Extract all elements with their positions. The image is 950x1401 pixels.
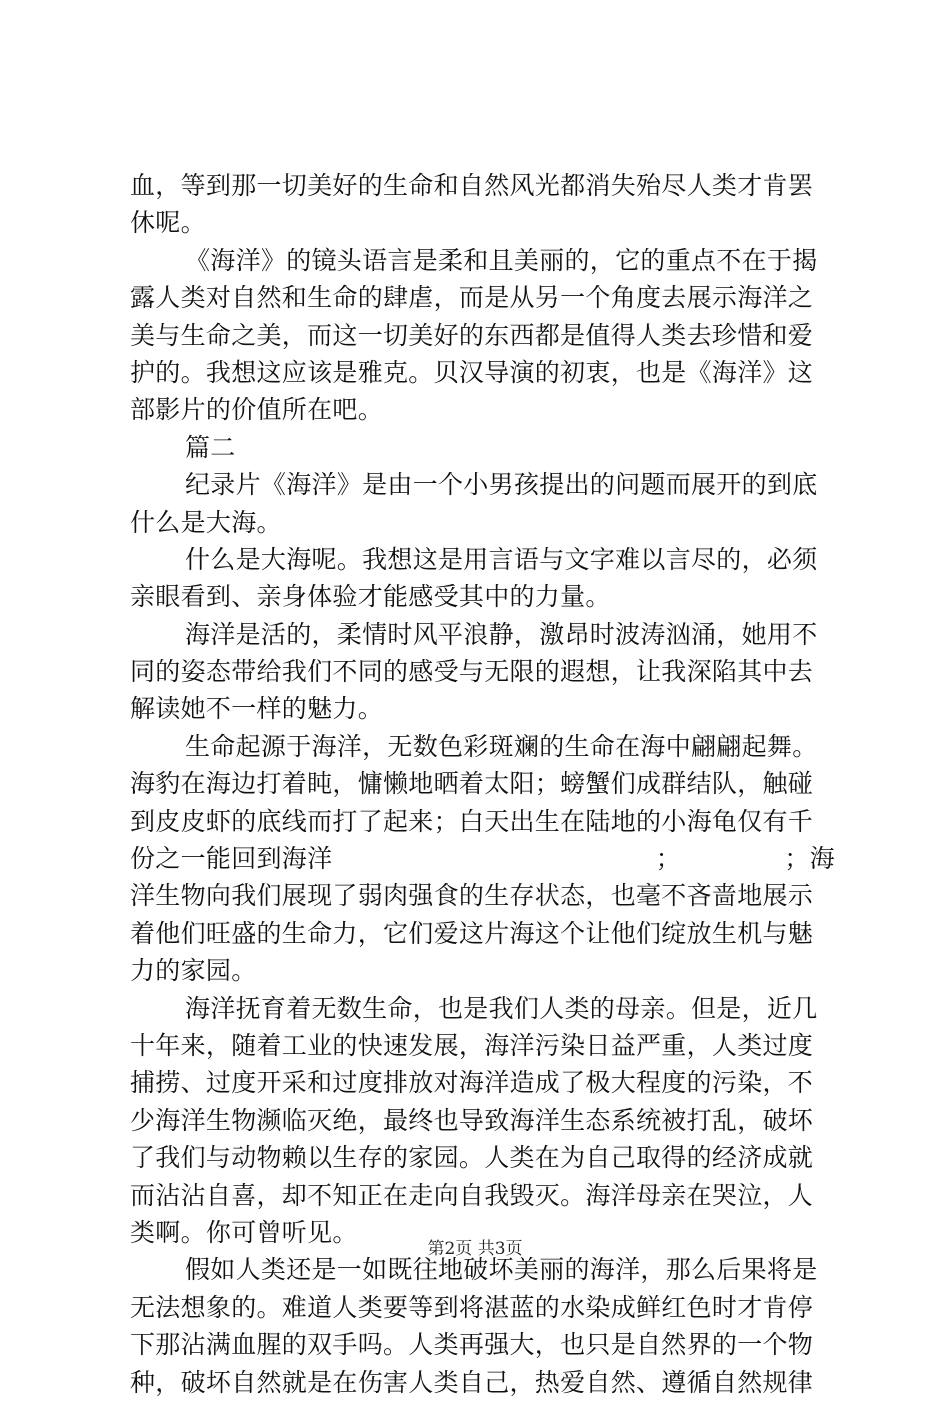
text-line: 什么是大海。 <box>130 507 282 537</box>
text-line: 海洋是活的，柔情时风平浪静，激昂时波涛汹涌，她用不 <box>185 619 818 649</box>
text-line: 同的姿态带给我们不同的感受与无限的遐想，让我深陷其中去 <box>130 657 814 687</box>
text-line: 露人类对自然和生命的肆虐，而是从另一个角度去展示海洋之 <box>130 283 814 313</box>
text-line: 了我们与动物赖以生存的家园。人类在为自己取得的经济成就 <box>130 1143 814 1173</box>
text-line: 海洋抚育着无数生命，也是我们人类的母亲。但是，近几 <box>185 993 818 1023</box>
text-segment: ； <box>655 844 682 874</box>
text-segment: ；海 <box>784 844 835 874</box>
text-line: 纪录片《海洋》是由一个小男孩提出的问题而展开的到底 <box>185 470 818 500</box>
text-line: 海豹在海边打着盹，慵懒地晒着太阳；螃蟹们成群结队，触碰 <box>130 769 814 799</box>
gapped-text-line <box>130 840 835 877</box>
text-line: 十年来，随着工业的快速发展，海洋污染日益严重，人类过度 <box>130 1030 814 1060</box>
section-heading: 篇二 <box>185 432 236 462</box>
page-footer: 第2页 共3页 <box>427 1239 523 1259</box>
text-line: 力的家园。 <box>130 956 257 986</box>
text-line: 部影片的价值所在吧。 <box>130 395 384 425</box>
text-line: 美与生命之美，而这一切美好的东西都是值得人类去珍惜和爱 <box>130 320 814 350</box>
text-line: 着他们旺盛的生命力，它们爱这片海这个让他们绽放生机与魅 <box>130 918 814 948</box>
text-line: 无法想象的。难道人类要等到将湛蓝的水染成鲜红色时才肯停 <box>130 1292 814 1322</box>
text-line: 少海洋生物濒临灭绝，最终也导致海洋生态系统被打乱，破坏 <box>130 1105 814 1135</box>
text-line: 《海洋》的镜头语言是柔和且美丽的，它的重点不在于揭 <box>185 245 818 275</box>
text-line: 亲眼看到、亲身体验才能感受其中的力量。 <box>130 582 611 612</box>
document-body <box>130 167 835 1401</box>
text-line: 假如人类还是一如既往地破坏美丽的海洋，那么后果将是 <box>185 1255 818 1285</box>
text-line: 生命起源于海洋，无数色彩斑斓的生命在海中翩翩起舞。 <box>185 731 818 761</box>
text-line: 下那沾满血腥的双手吗。人类再强大，也只是自然界的一个物 <box>130 1330 814 1360</box>
text-line: 护的。我想这应该是雅克。贝汉导演的初衷，也是《海洋》这 <box>130 357 814 387</box>
text-line: 捕捞、过度开采和过度排放对海洋造成了极大程度的污染，不 <box>130 1068 814 1098</box>
text-line: 血，等到那一切美好的生命和自然风光都消失殆尽人类才肯罢 <box>130 171 814 200</box>
text-segment: 份之一能回到海洋 <box>130 844 333 874</box>
text-line: 类啊。你可曾听见。 <box>130 1217 358 1247</box>
text-line: 种，破坏自然就是在伤害人类自己，热爱自然、遵循自然规律 <box>130 1367 814 1397</box>
text-line: 休呢。 <box>130 208 206 238</box>
text-line: 解读她不一样的魅力。 <box>130 694 384 724</box>
text-line: 什么是大海呢。我想这是用言语与文字难以言尽的，必须 <box>185 544 818 574</box>
text-line: 而沾沾自喜，却不知正在走向自我毁灭。海洋母亲在哭泣，人 <box>130 1180 814 1210</box>
text-line: 到皮皮虾的底线而打了起来；白天出生在陆地的小海龟仅有千 <box>130 806 814 836</box>
text-line: 洋生物向我们展现了弱肉强食的生存状态，也毫不吝啬地展示 <box>130 881 814 911</box>
